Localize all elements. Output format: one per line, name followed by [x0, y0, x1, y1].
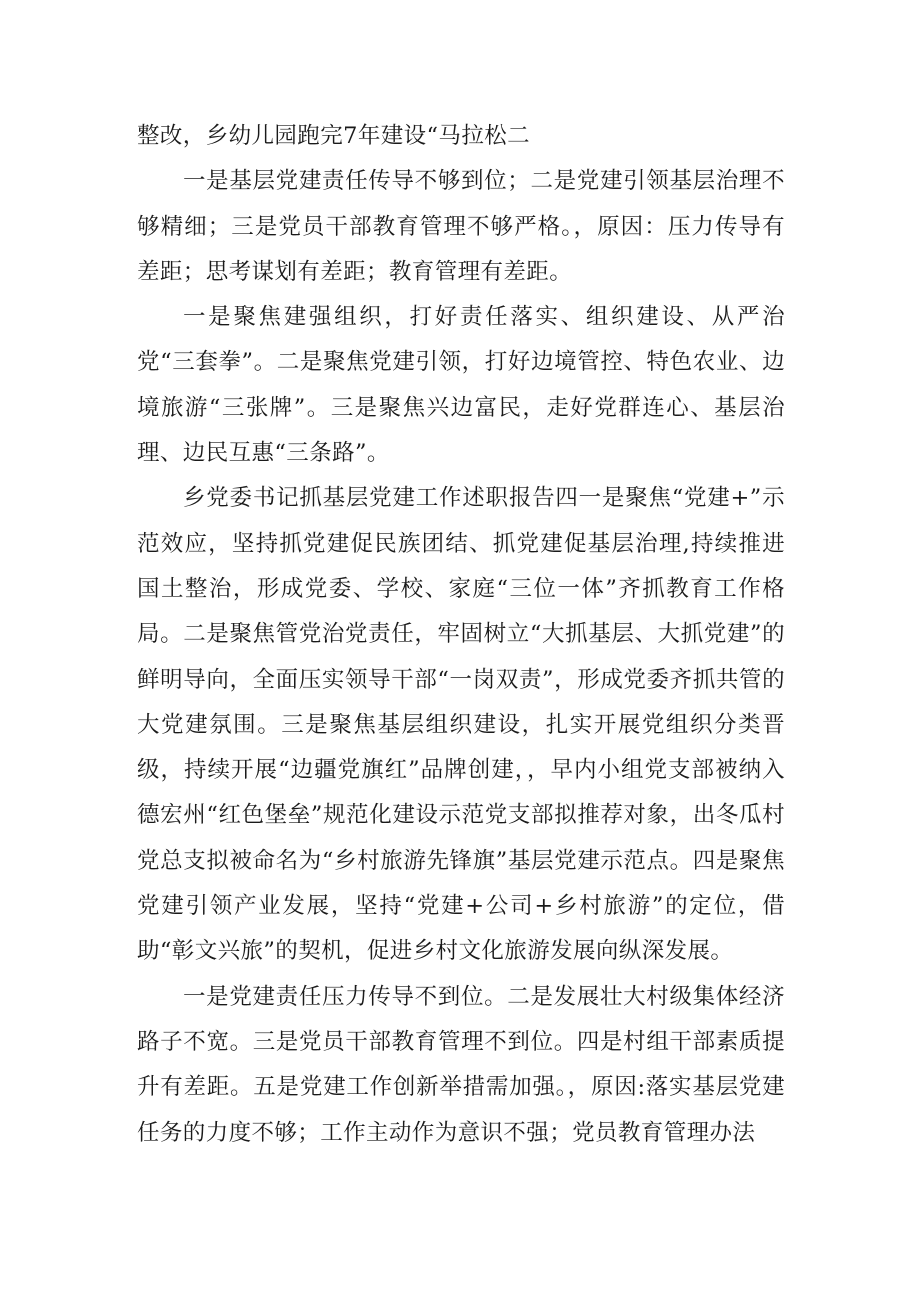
document-body [137, 114, 785, 1156]
paragraph-4: 乡党委书记抓基层党建工作述职报告四一是聚焦“党建+”示范效应，坚持抓党建促民族团结、抓党建促基层治理,持续推进国土整治，形成党委、学校、家庭“三位一体”齐抓教育工作格局。二是聚焦管党治党责任，牢固树立“大抓基层、大抓党建”的鲜明导向，全面压实领导干部“一岗双责”，形成党委齐抓共管的大党建氛围。三是聚焦基层组织建设，扎实开展党组织分类晋级，持续开展“边疆党旗红”品牌创建，，早内小组党支部被纳入德宏州“红色堡垒”规范化建设示范党支部拟推荐对象，出冬瓜村党总支拟被命名为“乡村旅游先锋旗”基层党建示范点。四是聚焦党建引领产业发展，坚持“党建+公司+乡村旅游”的定位，借助“彰文兴旅”的契机，促进乡村文化旅游发展向纵深发展。 [137, 485, 785, 965]
paragraph-1: 整改，乡幼儿园跑完7年建设“马拉松二 [137, 123, 531, 149]
paragraph-2: 一是基层党建责任传导不够到位；二是党建引领基层治理不够精细；三是党员干部教育管理不够严格。，原因：压力传导有差距；思考谋划有差距；教育管理有差距。 [137, 168, 785, 285]
paragraph-3: 一是聚焦建强组织，打好责任落实、组织建设、从严治党“三套拳”。二是聚焦党建引领，打好边境管控、特色农业、边境旅游“三张牌”。三是聚焦兴边富民，走好党群连心、基层治理、边民互惠“三条路”。 [137, 304, 785, 467]
paragraph-5: 一是党建责任压力传导不到位。二是发展壮大村级集体经济路子不宽。三是党员干部教育管理不到位。四是村组干部素质提升有差距。五是党建工作创新举措需加强。，原因:落实基层党建任务的力度不够；工作主动作为意识不强；党员教育管理办法 [137, 983, 785, 1146]
